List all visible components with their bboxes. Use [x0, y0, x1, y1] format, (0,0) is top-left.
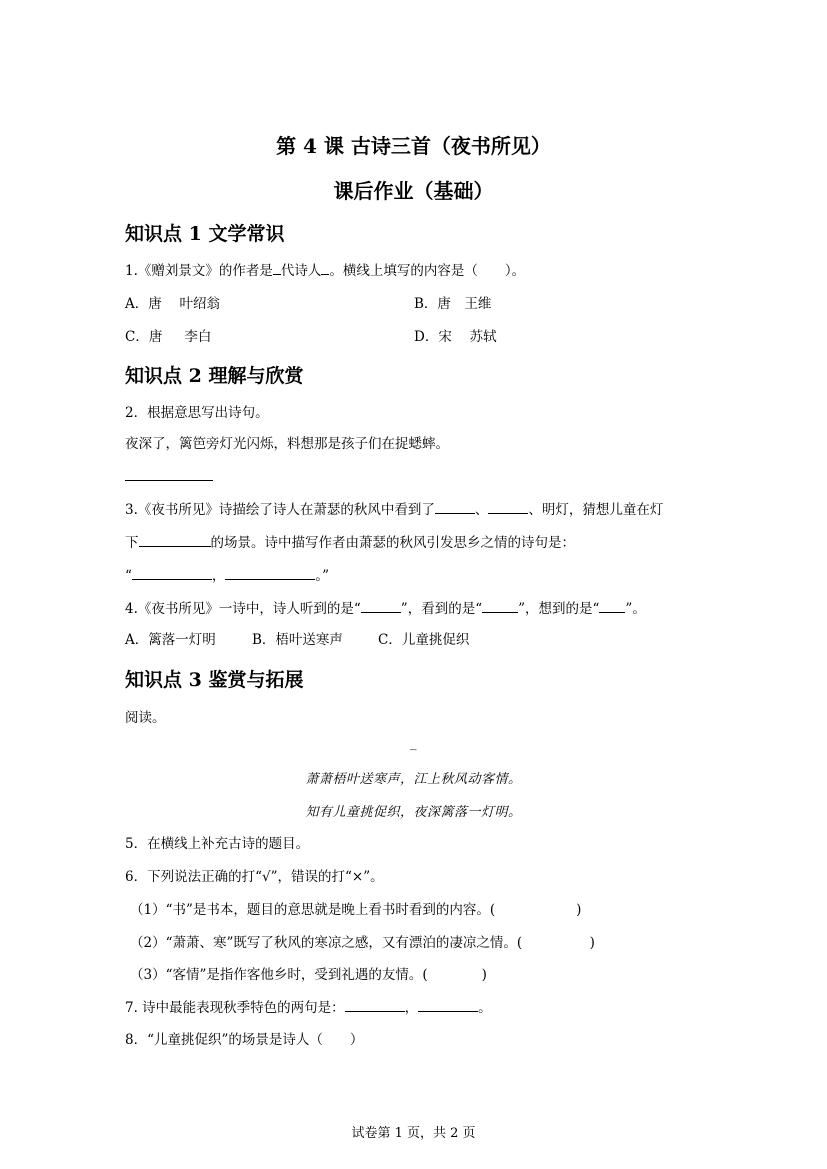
q3-part2: 、明灯，猜想儿童在灯	[528, 502, 664, 518]
question-1-stem	[125, 259, 525, 279]
q7-stem: 7. 诗中最能表现秋季特色的两句是：	[125, 1000, 345, 1016]
q1-stem-a: 1.《赠刘景文》的作者是	[125, 263, 273, 279]
q3-blank-3[interactable]	[139, 532, 211, 547]
q7-end: 。	[478, 1000, 492, 1016]
q7-comma: ，	[404, 1000, 419, 1016]
page-footer: 试卷第 1 页，共 2 页	[351, 1126, 476, 1141]
question-2-stem: 2．根据意思写出诗句。	[125, 405, 269, 421]
q4-blank-3[interactable]	[599, 598, 625, 613]
q1-option-b[interactable]: B．唐 王维	[414, 296, 492, 312]
q1-stem-b: 代诗人	[280, 263, 322, 279]
q3-part4: 的场景。诗中描写作者由萧瑟的秋风引发思乡之情的诗句是：	[210, 535, 575, 551]
q3-open-quote: “	[125, 568, 132, 584]
q3-part1: 3.《夜书所见》诗描绘了诗人在萧瑟的秋风中看到了	[125, 502, 435, 518]
q1-option-c[interactable]: C．唐 李白	[125, 329, 212, 345]
q3-part3: 下	[125, 535, 139, 551]
poem-line-1: 萧萧梧叶送寒声，江上秋风动客情。	[305, 772, 522, 787]
q1-option-a[interactable]: A．唐 叶绍翁	[125, 296, 221, 312]
q3-blank-1[interactable]	[435, 499, 475, 514]
q6-item-1[interactable]: （1）“书”是书本，题目的意思就是晚上看书时看到的内容。( )	[130, 902, 582, 918]
q7-blank-1[interactable]	[345, 997, 405, 1012]
question-2-meaning: 夜深了，篱笆旁灯光闪烁，料想那是孩子们在捉蟋蟀。	[125, 436, 449, 452]
q4-option-c[interactable]: C．儿童挑促织	[378, 632, 470, 648]
q3-sep: 、	[474, 502, 489, 518]
question-5: 5．在横线上补充古诗的题目。	[125, 836, 310, 852]
q2-answer-blank[interactable]	[125, 480, 213, 481]
q4-option-a[interactable]: A．篱落一灯明	[125, 632, 216, 648]
question-3-line-2	[125, 531, 575, 551]
q3-blank-2[interactable]	[488, 499, 528, 514]
reading-label: 阅读。	[125, 710, 166, 726]
question-8: 8．“儿童挑促织”的场景是诗人（ ）	[125, 1032, 364, 1048]
section-heading-3: 知识点 3 鉴赏与拓展	[125, 669, 304, 691]
q4-blank-2[interactable]	[482, 598, 518, 613]
q3-blank-5[interactable]	[225, 565, 315, 580]
page-subtitle: 课后作业（基础）	[333, 179, 494, 203]
section-heading-1: 知识点 1 文学常识	[125, 223, 285, 245]
page-title: 第 4 课 古诗三首（夜书所见）	[276, 134, 551, 158]
q6-item-3[interactable]: （3）“客情”是指作客他乡时，受到礼遇的友情。( )	[130, 967, 487, 983]
q7-blank-2[interactable]	[418, 997, 478, 1012]
poem-title-blank[interactable]: _	[410, 736, 417, 751]
q4-part2: ”，看到的是“	[400, 601, 483, 617]
section-heading-2: 知识点 2 理解与欣赏	[125, 365, 304, 387]
q3-close: 。”	[315, 568, 330, 584]
q6-item-2[interactable]: （2）“萧萧、寒”既写了秋风的寒凉之感，又有漂泊的凄凉之情。( )	[130, 935, 595, 951]
q3-blank-4[interactable]	[132, 565, 212, 580]
q4-part4: ”。	[625, 601, 646, 617]
q4-part1: 4.《夜书所见》一诗中，诗人听到的是“	[125, 601, 361, 617]
q4-option-b[interactable]: B．梧叶送寒声	[252, 632, 343, 648]
question-6-stem: 6．下列说法正确的打“√”，错误的打“×”。	[125, 869, 384, 885]
q4-part3: ”，想到的是“	[518, 601, 600, 617]
question-4-stem	[125, 597, 646, 617]
q4-blank-1[interactable]	[361, 598, 401, 613]
q1-option-d[interactable]: D．宋 苏轼	[414, 329, 497, 345]
q1-blank-1[interactable]	[273, 260, 281, 275]
q1-stem-c: 。横线上填写的内容是（ ）。	[329, 263, 526, 279]
poem-line-2: 知有儿童挑促织，夜深篱落一灯明。	[305, 805, 522, 820]
question-7	[125, 996, 492, 1016]
question-3-line-1	[125, 498, 663, 518]
question-3-line-3	[125, 564, 329, 584]
q3-comma: ，	[211, 568, 226, 584]
